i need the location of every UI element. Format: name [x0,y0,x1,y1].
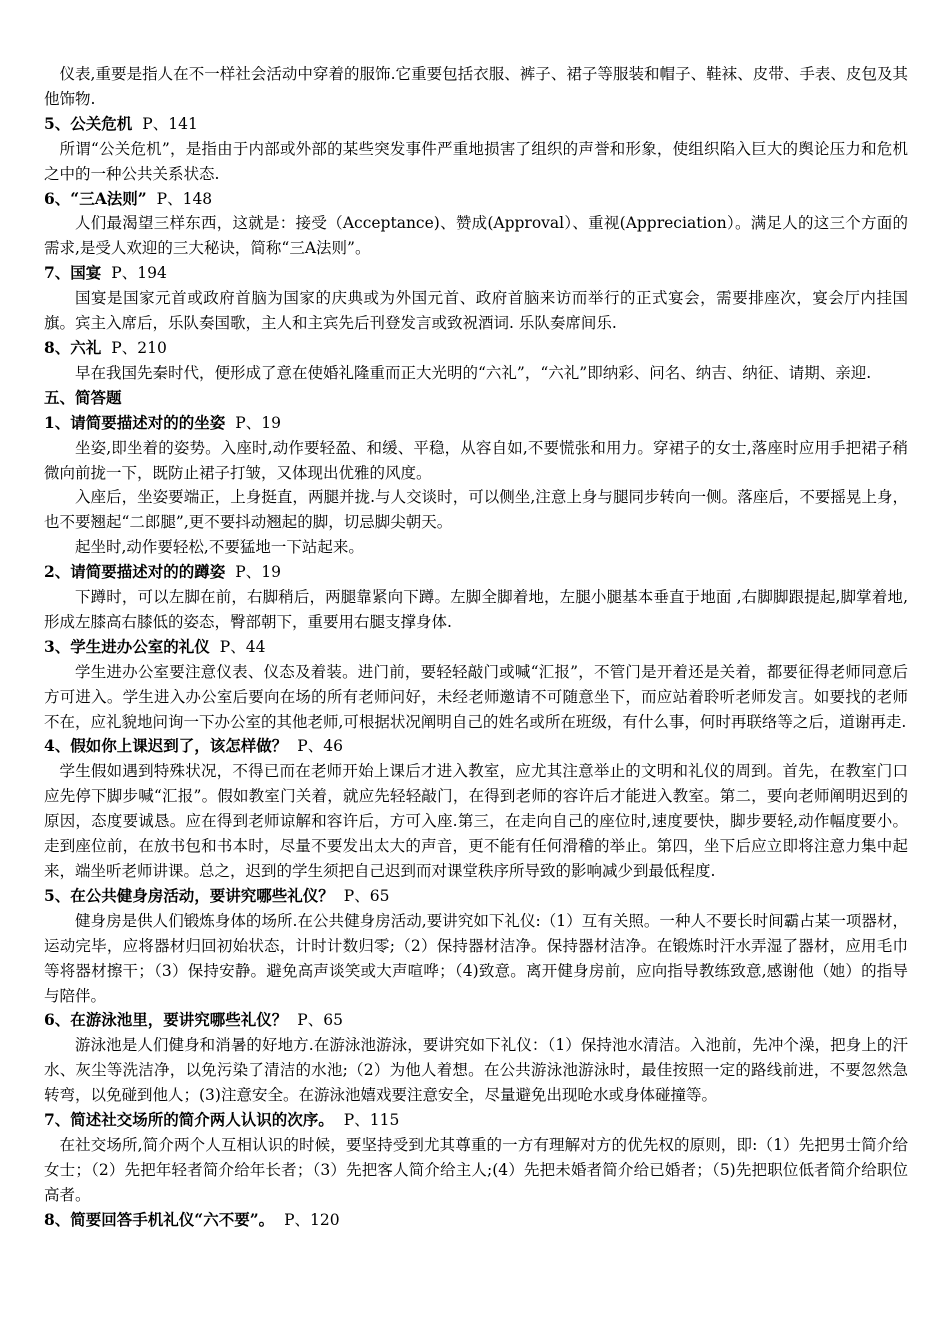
page-reference: P、115 [343,1111,400,1130]
section-heading [44,187,908,212]
document-body [44,62,908,1233]
body-paragraph: 坐姿,即坐着的姿势。入座时,动作要轻盈、和缓、平稳，从容自如,不要慌张和用力。穿裙子的女士,落座时应用手把裙子稍微向前拢一下，既防止裙子打皱，又体现出优雅的风度。 [44,438,908,482]
section-heading [44,560,908,585]
page-reference: P、141 [142,114,198,133]
body-paragraph: 学生假如遇到特殊状况，不得已而在老师开始上课后才进入教室，应尤其注意举止的文明和礼仪的周到。首先，在教室门口应先停下脚步喊“汇报”。假如教室门关着，就应先轻轻敲门，在得到老师的容许后才能进入教室。第二，要向老师阐明迟到的原因，态度要诚恳。应在得到老师谅解和容许后，方可入座.第三，在走向自己的座位时,速度要快，脚步要轻,动作幅度要小。走到座位前，在放书包和书本时，尽量不要发出太大的声音，更不能有任何滑稽的举止。第四，坐下后应立即将注意力集中起来，端坐听老师讲课。总之，迟到的学生须把自己迟到而对课堂秩序所导致的影响减少到最低程度. [44,762,908,880]
body-paragraph: 人们最渴望三样东西，这就是：接受（Acceptance)、赞成(Approval）、重视(Appreciation）。满足人的这三个方面的需求,是受人欢迎的三大秘诀，简称“三A法则”。 [44,214,908,258]
heading-text: 6、在游泳池里，要讲究哪些礼仪？ [44,1010,288,1030]
body-paragraph: 游泳池是人们健身和消暑的好地方.在游泳池游泳，要讲究如下礼仪：（1）保持池水清洁。入池前，先冲个澡，把身上的汗水、灰尘等洗洁净，以免污染了清洁的水池;（2）为他人着想。在公共游泳池游泳时，最佳按照一定的路线前进，不要忽然急转弯，以免碰到他人；(3)注意安全。在游泳池嬉戏要注意安全，尽量避免出现呛水或身体碰撞等。 [44,1036,908,1105]
body-paragraph: 仪表,重要是指人在不一样社会活动中穿着的服饰.它重要包括衣服、裤子、裙子等服装和帽子、鞋袜、皮带、手表、皮包及其他饰物. [44,65,908,108]
section-heading [44,635,908,660]
heading-text: 7、国宴 [44,263,102,283]
section-heading [44,261,908,286]
section-heading [44,1108,908,1133]
section-heading [44,112,908,137]
section-heading [44,336,908,361]
heading-text: 5、公关危机 [44,113,133,133]
page-reference: P、19 [235,413,281,432]
body-paragraph: 国宴是国家元首或政府首脑为国家的庆典或为外国元首、政府首脑来访而举行的正式宴会，需要排座次，宴会厅内挂国旗。宾主入席后，乐队奏国歌，主人和主宾先后刊登发言或致祝酒词. 乐队奏席间乐. [44,289,908,333]
page-reference: P、194 [111,264,167,283]
section-heading [44,884,908,909]
body-paragraph: 下蹲时，可以左脚在前，右脚稍后，两腿靠紧向下蹲。左脚全脚着地，左腿小腿基本垂直于地面 ,右脚脚跟提起,脚掌着地,形成左膝高右膝低的姿态，臀部朝下，重要用右腿支撑身体. [44,588,908,631]
heading-text: 6、“三A法则” [44,188,147,208]
body-paragraph: 学生进办公室要注意仪表、仪态及着装。进门前，要轻轻敲门或喊“汇报”，不管门是开着还是关着，都要征得老师同意后方可进入。学生进入办公室后要向在场的所有老师问好，未经老师邀请不可随意坐下，而应站着聆听老师发言。如要找的老师不在，应礼貌地问询一下办公室的其他老师,可根据状况阐明自己的姓名或所在班级，有什么事，何时再联络等之后，道谢再走. [44,662,908,731]
body-paragraph: 在社交场所,简介两个人互相认识的时候，要坚持受到尤其尊重的一方有理解对方的优先权的原则，即:（1）先把男士简介给女士；（2）先把年轻者简介给年长者；（3）先把客人简介给主人;(4）先把未婚者简介给已婚者；（5)先把职位低者简介给职位高者。 [44,1135,908,1204]
page-reference: P、65 [297,1011,343,1030]
body-paragraph: 入座后，坐姿要端正，上身挺直，两腿并拢.与人交谈时，可以侧坐,注意上身与腿同步转向一侧。落座后，不要摇晃上身，也不要翘起“二郎腿”,更不要抖动翘起的脚，切忌脚尖朝天。 [44,488,908,532]
section-heading [44,411,908,436]
page-reference: P、148 [156,189,213,208]
heading-text: 4、假如你上课迟到了，该怎样做？ [44,736,288,756]
heading-text: 1、请简要描述对的的坐姿 [44,412,226,432]
body-paragraph: 起坐时,动作要轻松,不要猛地一下站起来。 [75,538,364,557]
page-reference: P、120 [284,1210,340,1229]
page-reference: P、44 [219,637,266,656]
section-heading [44,386,908,411]
page-reference: P、46 [297,737,343,756]
heading-text: 2、请简要描述对的的蹲姿 [44,562,226,582]
section-heading [44,1008,908,1033]
page-reference: P、65 [343,886,390,905]
section-heading [44,1208,908,1233]
heading-text: 五、简答题 [44,387,122,407]
heading-text: 5、在公共健身房活动，要讲究哪些礼仪？ [44,885,334,905]
body-paragraph: 所谓“公关危机”，是指由于内部或外部的某些突发事件严重地损害了组织的声誉和形象，使组织陷入巨大的舆论压力和危机之中的一种公共关系状态. [44,139,908,183]
heading-text: 3、学生进办公室的礼仪 [44,636,210,656]
heading-text: 8、简要回答手机礼仪“六不要”。 [44,1209,275,1229]
page-reference: P、210 [111,338,167,357]
heading-text: 7、简述社交场所的简介两人认识的次序。 [44,1110,334,1130]
body-paragraph: 健身房是供人们锻炼身体的场所.在公共健身房活动,要讲究如下礼仪:（1）互有关照。一种人不要长时间霸占某一项器材，运动完毕，应将器材归回初始状态，计时计数归零;（2）保持器材洁净。保持器材洁净。在锻炼时汗水弄湿了器材，应用毛巾等将器材擦干；（3）保持安静。避免高声谈笑或大声喧哗；（4)致意。离开健身房前，应向指导教练致意,感谢他（她）的指导与陪伴。 [44,911,908,1005]
body-paragraph: 早在我国先秦时代，便形成了意在使婚礼隆重而正大光明的“六礼”，“六礼”即纳彩、问名、纳吉、纳征、请期、亲迎. [75,363,872,382]
section-heading [44,734,908,759]
page-reference: P、19 [235,563,281,582]
heading-text: 8、六礼 [44,337,102,357]
